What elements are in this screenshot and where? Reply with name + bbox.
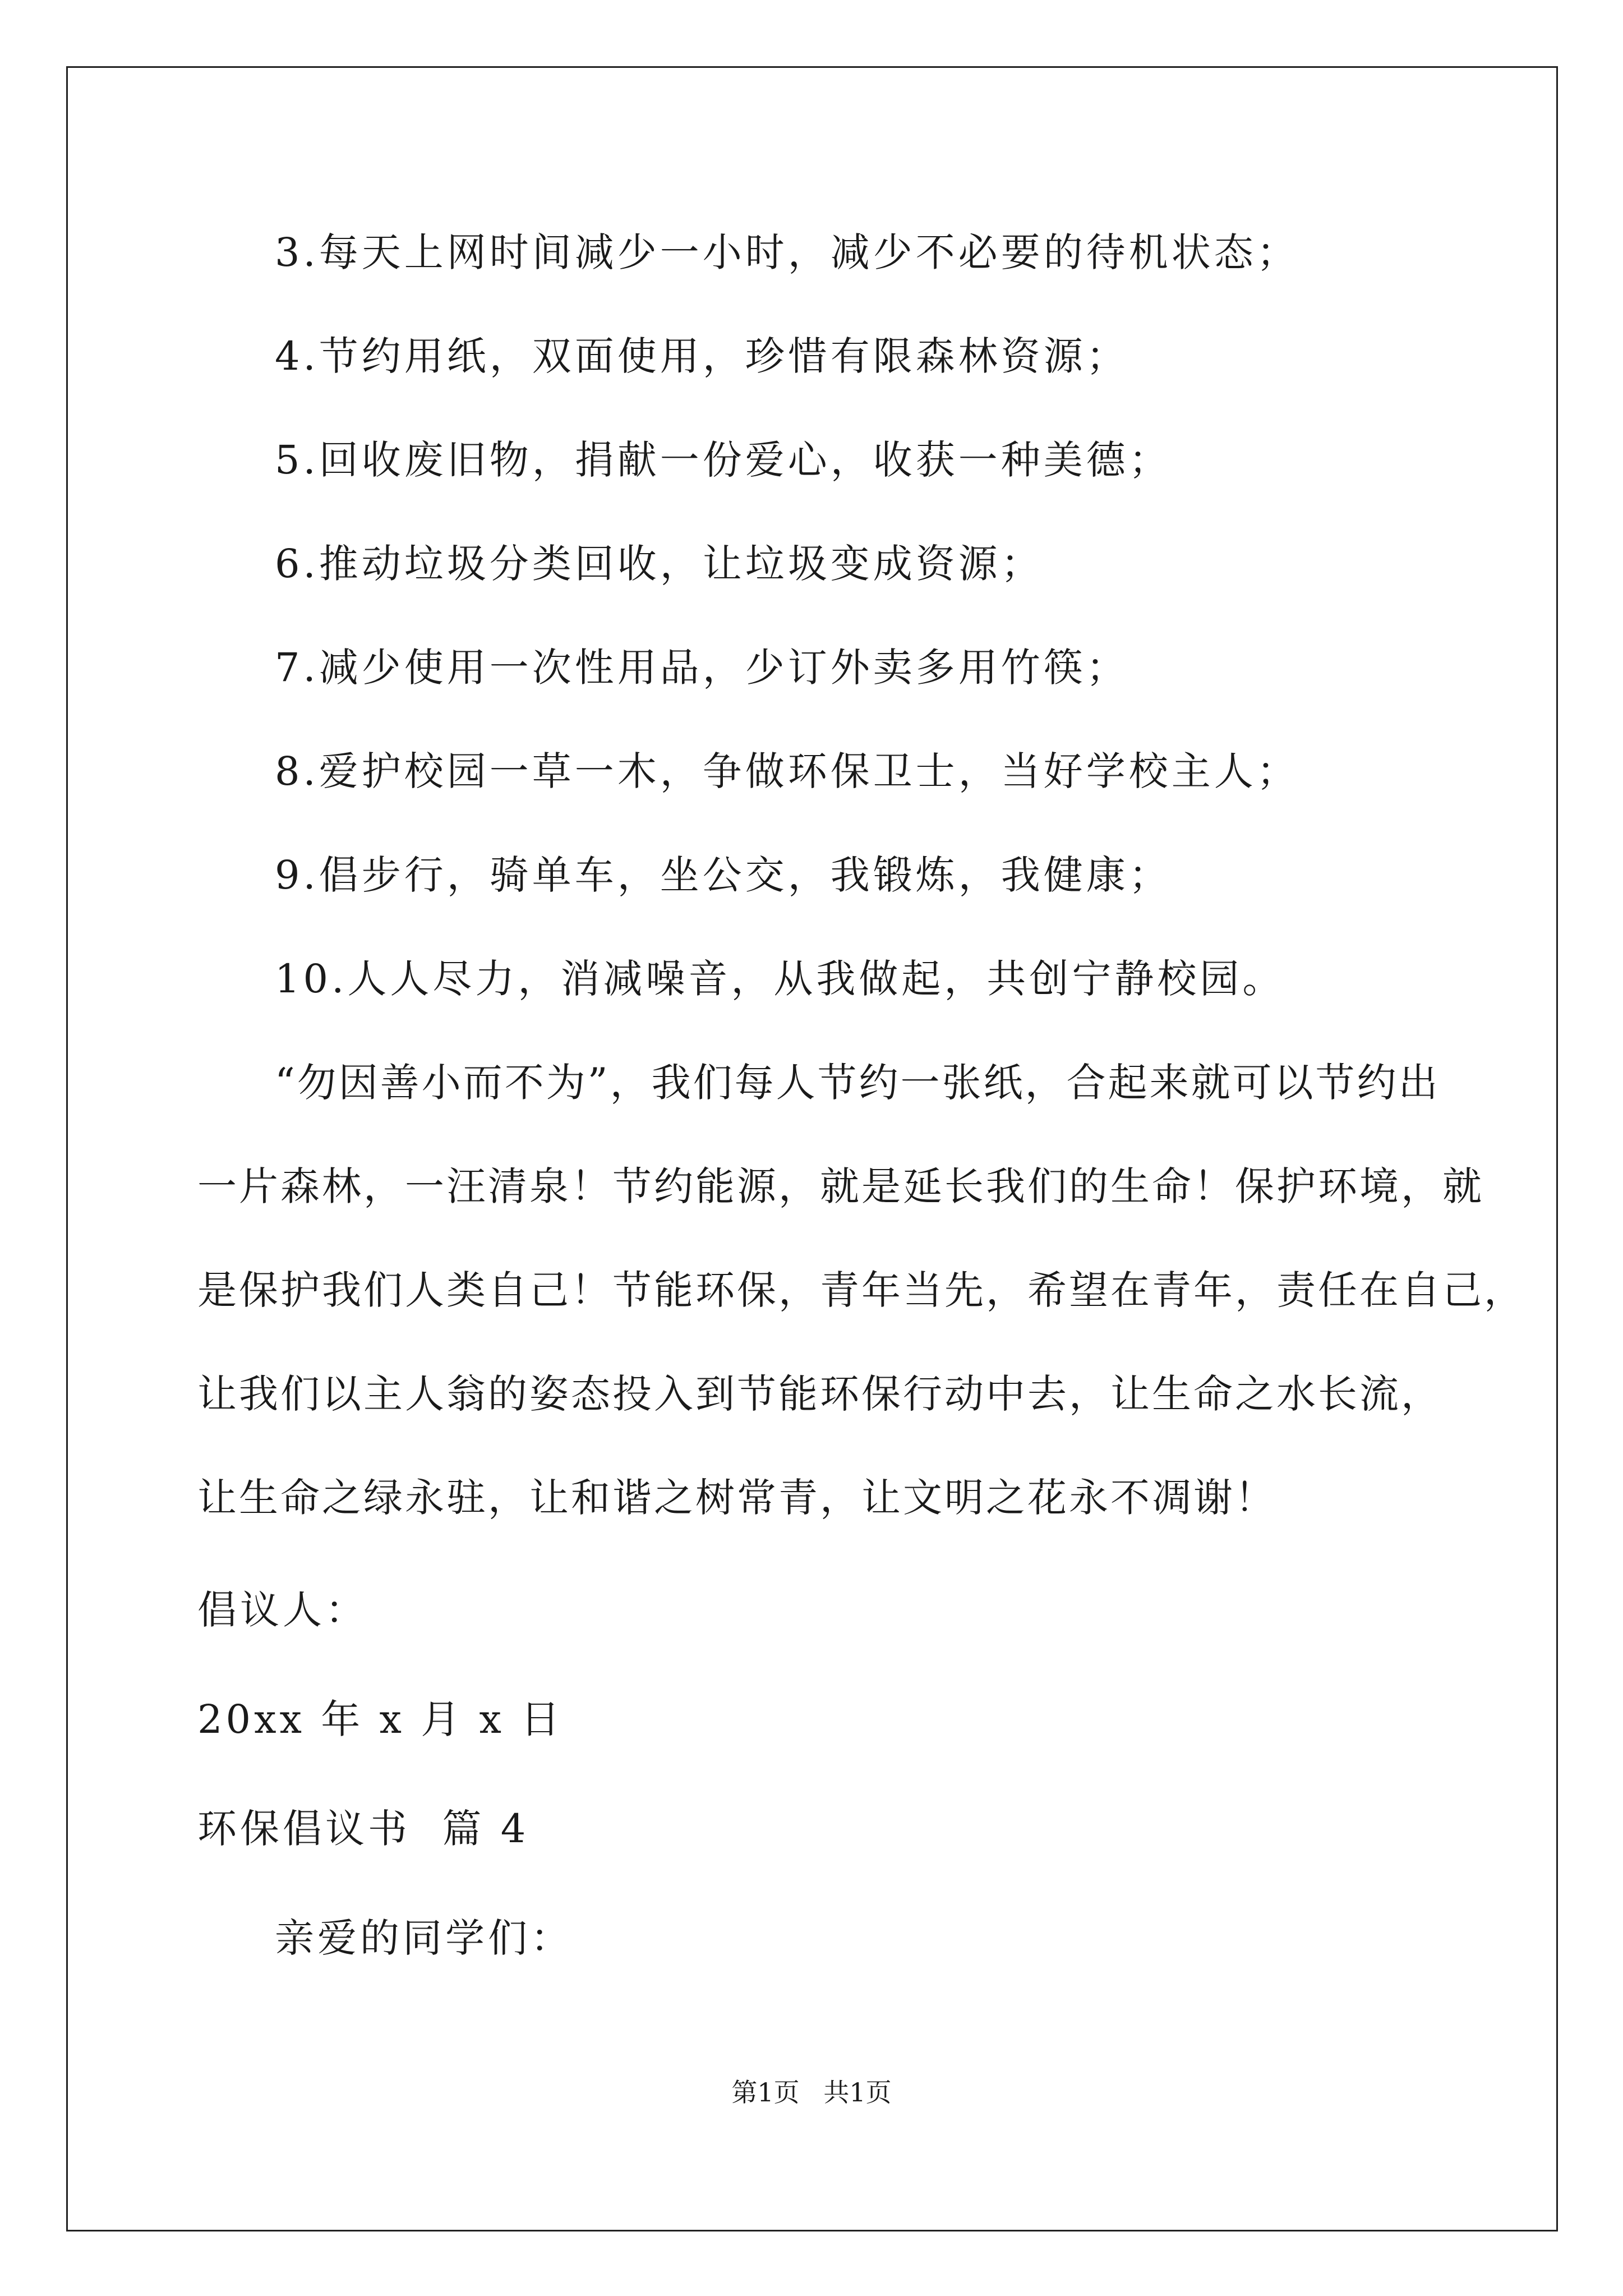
paragraph-line: 是保护我们人类自己！节能环保，青年当先，希望在青年，责任在自己， bbox=[197, 1267, 1525, 1313]
list-item: 9.倡步行，骑单车，坐公交，我锻炼，我健康； bbox=[275, 852, 1172, 898]
list-item: 4.节约用纸，双面使用，珍惜有限森林资源； bbox=[275, 333, 1129, 379]
paragraph-line: 一片森林，一汪清泉！节约能源，就是延长我们的生命！保护环境，就 bbox=[197, 1163, 1484, 1209]
paragraph-line: 让我们以主人翁的姿态投入到节能环保行动中去，让生命之水长流， bbox=[197, 1371, 1442, 1417]
page-footer bbox=[0, 2076, 1623, 2109]
greeting: 亲爱的同学们： bbox=[275, 1915, 573, 1961]
list-item: 7.减少使用一次性用品，少订外卖多用竹筷； bbox=[275, 645, 1129, 691]
page-border bbox=[66, 66, 1558, 2231]
list-item: 5.回收废旧物，捐献一份爱心，收获一种美德； bbox=[275, 437, 1172, 483]
page-number: 第1页 bbox=[731, 2077, 800, 2108]
list-item: 6.推动垃圾分类回收，让垃圾变成资源； bbox=[275, 541, 1044, 587]
list-item: 3.每天上网时间减少一小时，减少不必要的待机状态； bbox=[275, 229, 1299, 275]
paragraph-line: “勿因善小而不为”，我们每人节约一张纸，合起来就可以节约出 bbox=[275, 1060, 1440, 1106]
list-item: 10.人人尽力，消减噪音，从我做起，共创宁静校园。 bbox=[275, 956, 1285, 1002]
paragraph-line: 让生命之绿永驻，让和谐之树常青，让文明之花永不凋谢！ bbox=[197, 1475, 1276, 1521]
signature-label: 倡议人： bbox=[197, 1587, 368, 1633]
date-line: 20xx 年 x 月 x 日 bbox=[197, 1696, 564, 1742]
page-total: 共1页 bbox=[823, 2077, 892, 2108]
section-heading: 环保倡议书 篇 4 bbox=[197, 1806, 529, 1852]
list-item: 8.爱护校园一草一木，争做环保卫士，当好学校主人； bbox=[275, 748, 1299, 794]
